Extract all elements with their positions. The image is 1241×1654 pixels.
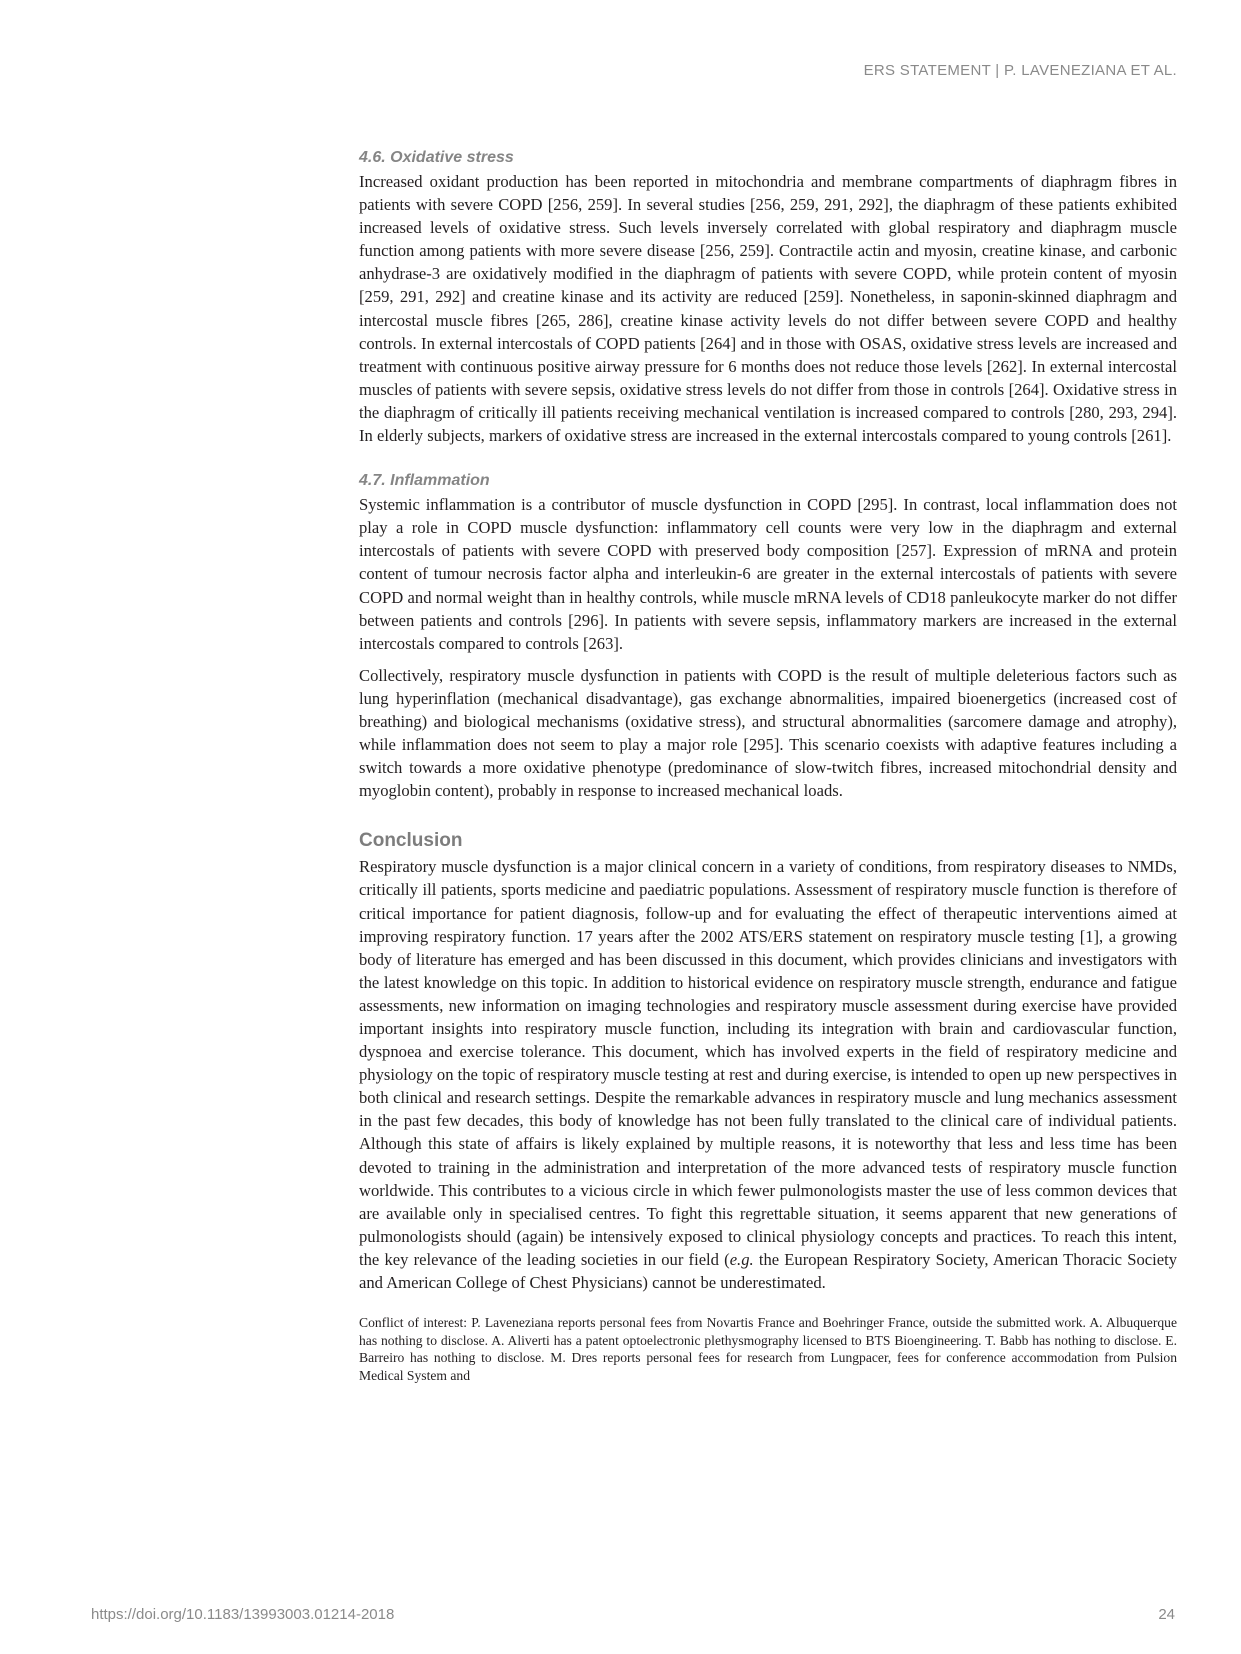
conclusion-eg: e.g. [729,1249,754,1269]
section-heading-inflammation: 4.7. Inflammation [359,472,490,490]
conclusion-text-part-1: Respiratory muscle dysfunction is a major clinical concern in a variety of conditions, from respiratory diseases to NMDs, critically ill patients, sports medicine and paediatric populations. Assessment of respiratory muscle function is therefore of critical importance for patient diagnosis, follow-up and for evaluating the effect of therapeutic interventions aimed at improving respiratory function. 17 years after the 2002 ATS/ERS statement on respiratory muscle testing [1], a growing body of literature has emerged and has been discussed in this document, which provides clinicians and investigators with the latest knowledge on this topic. In addition to historical evidence on respiratory muscle strength, endurance and fatigue assessments, new information on imaging technologies and respiratory muscle assessment during exercise have provided important insights into respiratory muscle function, including its integration with brain and cardiovascular function, dyspnoea and exercise tolerance. This document, which has involved experts in the field of respiratory medicine and physiology on the topic of respiratory muscle testing at rest and during exercise, is intended to open up new perspectives in both clinical and research settings. Despite the remarkable advances in respiratory muscle and lung mechanics assessment in the past few decades, this body of knowledge has not been fully translated to the clinical care of individual patients. Although this state of affairs is likely explained by multiple reasons, it is noteworthy that less and less time has been devoted to training in the administration and interpretation of the more advanced tests of respiratory muscle function worldwide. This contributes to a vicious circle in which fewer pulmonologists master the use of less common devices that are available only in specialised centres. To fight this regrettable situation, it seems apparent that new generations of pulmonologists should (again) be intensively exposed to clinical physiology concepts and practices. To reach this intent, the key relevance of the leading societies in our field ( [359,857,1177,1269]
paragraph-inflammation-2: Collectively, respiratory muscle dysfunction in patients with COPD is the result of multiple deleterious factors such as lung hyperinflation (mechanical disadvantage), gas exchange abnormalities, impaired bioenergetics (increased cost of breathing) and biological mechanisms (oxidative stress), and structural abnormalities (sarcomere damage and atrophy), while inflammation does not seem to play a major role [295]. This scenario coexists with adaptive features including a switch towards a more oxidative phenotype (predominance of slow-twitch fibres, increased mitochondrial density and myoglobin content), probably in response to increased mechanical loads. [359,665,1177,801]
paragraph-conclusion [359,855,1177,1294]
section-heading-conclusion: Conclusion [359,830,463,852]
conclusion-text-part-2: the European Respiratory Society, American Thoracic Society and American College of Chest Physicians) cannot be underestimated. [359,1249,1178,1293]
conflict-of-interest: Conflict of interest: P. Laveneziana reports personal fees from Novartis France and Boehringer France, outside the submitted work. A. Albuquerque has nothing to disclose. A. Aliverti has a patent optoelectronic plethysmography licensed to BTS Bioengineering. T. Babb has nothing to disclose. E. Barreiro has nothing to disclose. M. Dres reports personal fees for research from Lungpacer, fees for conference accommodation from Pulsion Medical System and [359,1315,1177,1383]
footer-page-number: 24 [1158,1606,1175,1623]
paragraph-oxidative-stress: Increased oxidant production has been reported in mitochondria and membrane compartments of diaphragm fibres in patients with severe COPD [256, 259]. In several studies [256, 259, 291, 292], the diaphragm of these patients exhibited increased levels of oxidative stress. Such levels inversely correlated with global respiratory and diaphragm muscle function among patients with more severe disease [256, 259]. Contractile actin and myosin, creatine kinase, and carbonic anhydrase-3 are oxidatively modified in the diaphragm of patients with severe COPD, while protein content of myosin [259, 291, 292] and creatine kinase and its activity are reduced [259]. Nonetheless, in saponin-skinned diaphragm and intercostal muscle fibres [265, 286], creatine kinase activity levels do not differ between severe COPD and healthy controls. In external intercostals of COPD patients [264] and in those with OSAS, oxidative stress levels are increased and treatment with continuous positive airway pressure for 6 months does not reduce those levels [262]. In external intercostal muscles of patients with severe sepsis, oxidative stress levels do not differ from those in controls [264]. Oxidative stress in the diaphragm of critically ill patients receiving mechanical ventilation is increased compared to controls [280, 293, 294]. In elderly subjects, markers of oxidative stress are increased in the external intercostals compared to young controls [261]. [359,172,1177,446]
running-header: ERS STATEMENT | P. LAVENEZIANA ET AL. [863,62,1177,79]
page-content [359,148,1177,1385]
footer-doi-link[interactable]: https://doi.org/10.1183/13993003.01214-2018 [91,1606,395,1623]
section-heading-oxidative-stress: 4.6. Oxidative stress [359,149,514,166]
paragraph-inflammation-1: Systemic inflammation is a contributor of muscle dysfunction in COPD [295]. In contrast, local inflammation does not play a role in COPD muscle dysfunction: inflammatory cell counts were very low in the diaphragm and external intercostals of patients with severe COPD with preserved body composition [257]. Expression of mRNA and protein content of tumour necrosis factor alpha and interleukin-6 are greater in the external intercostals of patients with severe COPD and normal weight than in healthy controls, while muscle mRNA levels of CD18 panleukocyte marker do not differ between patients and controls [296]. In patients with severe sepsis, inflammatory markers are increased in the external intercostals compared to controls [263]. [359,495,1177,653]
